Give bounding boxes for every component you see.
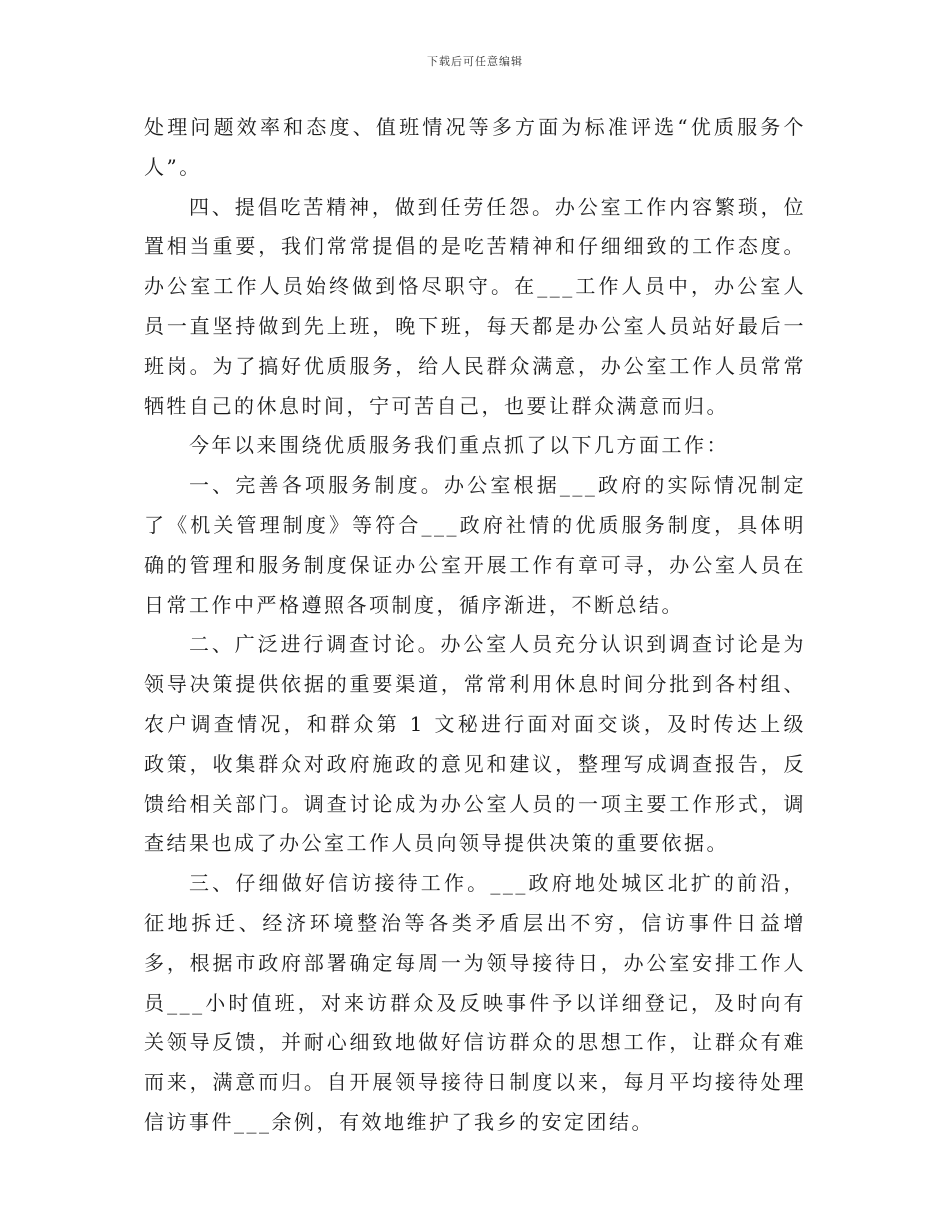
paragraph-continuation: 处理问题效率和态度、值班情况等多方面为标准评选“优质服务个人”。: [144, 115, 806, 179]
page-header: 下载后可任意编辑: [427, 55, 523, 68]
paragraph-section-one: 一、完善各项服务制度。办公室根据___政府的实际情况制定了《机关管理制度》等符合___政府社情的优质服务制度，具体明确的管理和服务制度保证办公室开展工作有章可寻，办公室人员在日常工作中严格遵照各项制度，循序渐进，不断总结。: [144, 473, 806, 617]
document-body: [144, 108, 806, 1143]
paragraph-intro: 今年以来围绕优质服务我们重点抓了以下几方面工作：: [189, 433, 729, 458]
paragraph-section-four: 四、提倡吃苦精神，做到任劳任怨。办公室工作内容繁琐，位置相当重要，我们常常提倡的是吃苦精神和仔细细致的工作态度。办公室工作人员始终做到恪尽职守。在___工作人员中，办公室人员一直坚持做到先上班，晚下班，每天都是办公室人员站好最后一班岗。为了搞好优质服务，给人民群众满意，办公室工作人员常常牺牲自己的休息时间，宁可苦自己，也要让群众满意而归。: [144, 194, 806, 418]
paragraph-section-three: 三、仔细做好信访接待工作。___政府地处城区北扩的前沿，征地拆迁、经济环境整治等各类矛盾层出不穷，信访事件日益增多，根据市政府部署确定每周一为领导接待日，办公室安排工作人员___小时值班，对来访群众及反映事件予以详细登记，及时向有关领导反馈，并耐心细致地做好信访群众的思想工作，让群众有难而来，满意而归。自开展领导接待日制度以来，每月平均接待处理信访事件___余例，有效地维护了我乡的安定团结。: [144, 871, 806, 1134]
paragraph-section-two: 二、广泛进行调查讨论。办公室人员充分认识到调查讨论是为领导决策提供依据的重要渠道，常常利用休息时间分批到各村组、农户调查情况，和群众第 1 文秘进行面对面交谈，及时传达上级政策，收集群众对政府施政的意见和建议，整理写成调查报告，反馈给相关部门。调查讨论成为办公室人员的一项主要工作形式，调查结果也成了办公室工作人员向领导提供决策的重要依据。: [144, 632, 806, 856]
